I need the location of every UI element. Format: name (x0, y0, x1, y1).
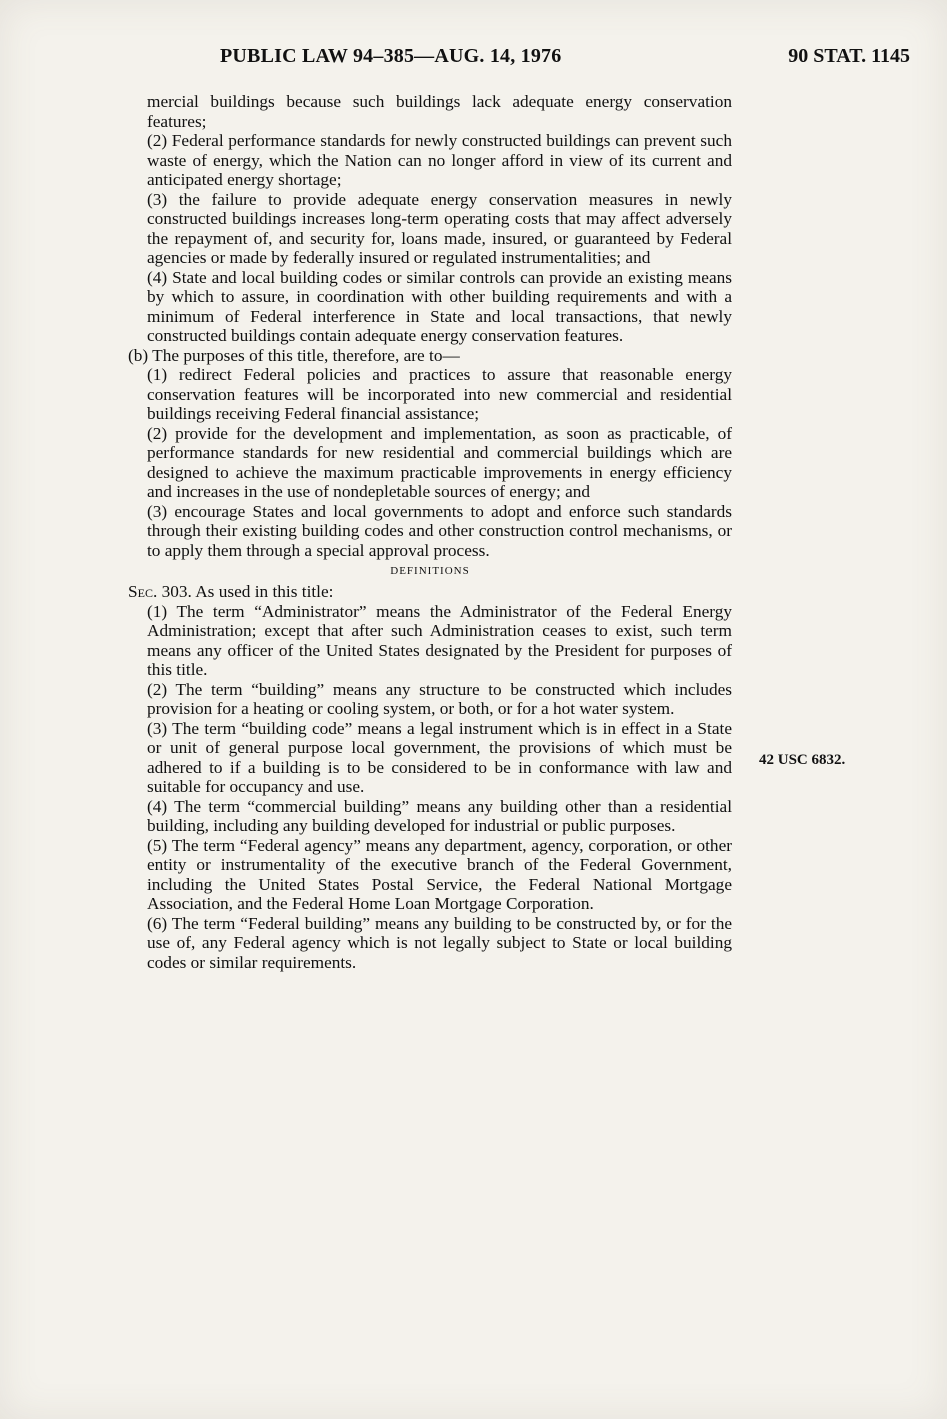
section-label: Sec. 303. (128, 582, 192, 601)
section-intro-text: As used in this title: (195, 582, 334, 601)
definition-6: (6) The term “Federal building” means any building to be constructed by, or for the use of, any Federal agency which is not legally subject to State or local building codes or similar requirements. (147, 913, 732, 972)
finding-4: (4) State and local building codes or similar controls can provide an existing means by which to assure, in coordination with other building requirements and with a minimum of Federal interference in State and local transactions, that newly constructed buildings contain adequate energy conservation features. (147, 267, 732, 345)
definitions-heading: DEFINITIONS (390, 565, 470, 577)
purposes-intro: (b) The purposes of this title, therefore, are to— (128, 345, 460, 365)
definition-4: (4) The term “commercial building” means any building other than a residential building, including any building developed for industrial or public purposes. (147, 796, 732, 835)
finding-3: (3) the failure to provide adequate energy conservation measures in newly constructed buildings increases long-term operating costs that may affect adversely the repayment of, and security for, loans made, insured, or guaranteed by Federal agencies or made by federally insured or regulated instrumentalities; and (147, 189, 732, 267)
document-body (128, 92, 732, 972)
definition-3: (3) The term “building code” means a legal instrument which is in effect in a State or unit of general purpose local government, the provisions of which must be adhered to if a building is to be considered to be in conformance with law and suitable for occupancy and use. (147, 718, 732, 796)
running-head: PUBLIC LAW 94–385—AUG. 14, 1976 (220, 45, 562, 67)
page-header (220, 45, 910, 75)
findings-continuation: mercial buildings because such buildings lack adequate energy conservation features; (147, 92, 732, 131)
purpose-3: (3) encourage States and local governments to adopt and enforce such standards through their existing building codes and other construction control mechanisms, or to apply them through a special approval process. (147, 501, 732, 560)
definition-5: (5) The term “Federal agency” means any department, agency, corporation, or other entity or instrumentality of the executive branch of the Federal Government, including the United States Postal Service, the Federal National Mortgage Association, and the Federal Home Loan Mortgage Corporation. (147, 835, 732, 913)
section-303-intro (128, 582, 732, 602)
definition-1: (1) The term “Administrator” means the Administrator of the Federal Energy Administration; except that after such Administration ceases to exist, such term means any officer of the United States designated by the President for purposes of this title. (147, 601, 732, 679)
purpose-2: (2) provide for the development and implementation, as soon as practicable, of performance standards for new residential and commercial buildings which are designed to achieve the maximum practicable improvements in energy efficiency and increases in the use of nondepletable sources of energy; and (147, 423, 732, 501)
usc-margin-note: 42 USC 6832. (759, 752, 846, 768)
purpose-1: (1) redirect Federal policies and practices to assure that reasonable energy conservation features will be incorporated into new commercial and residential buildings receiving Federal financial assistance; (147, 365, 732, 423)
finding-2: (2) Federal performance standards for newly constructed buildings can prevent such waste of energy, which the Nation can no longer afford in view of its current and anticipated energy shortage; (147, 131, 732, 189)
statute-page-reference: 90 STAT. 1145 (788, 45, 910, 67)
definition-2: (2) The term “building” means any structure to be constructed which includes provision for a heating or cooling system, or both, or for a hot water system. (147, 679, 732, 718)
